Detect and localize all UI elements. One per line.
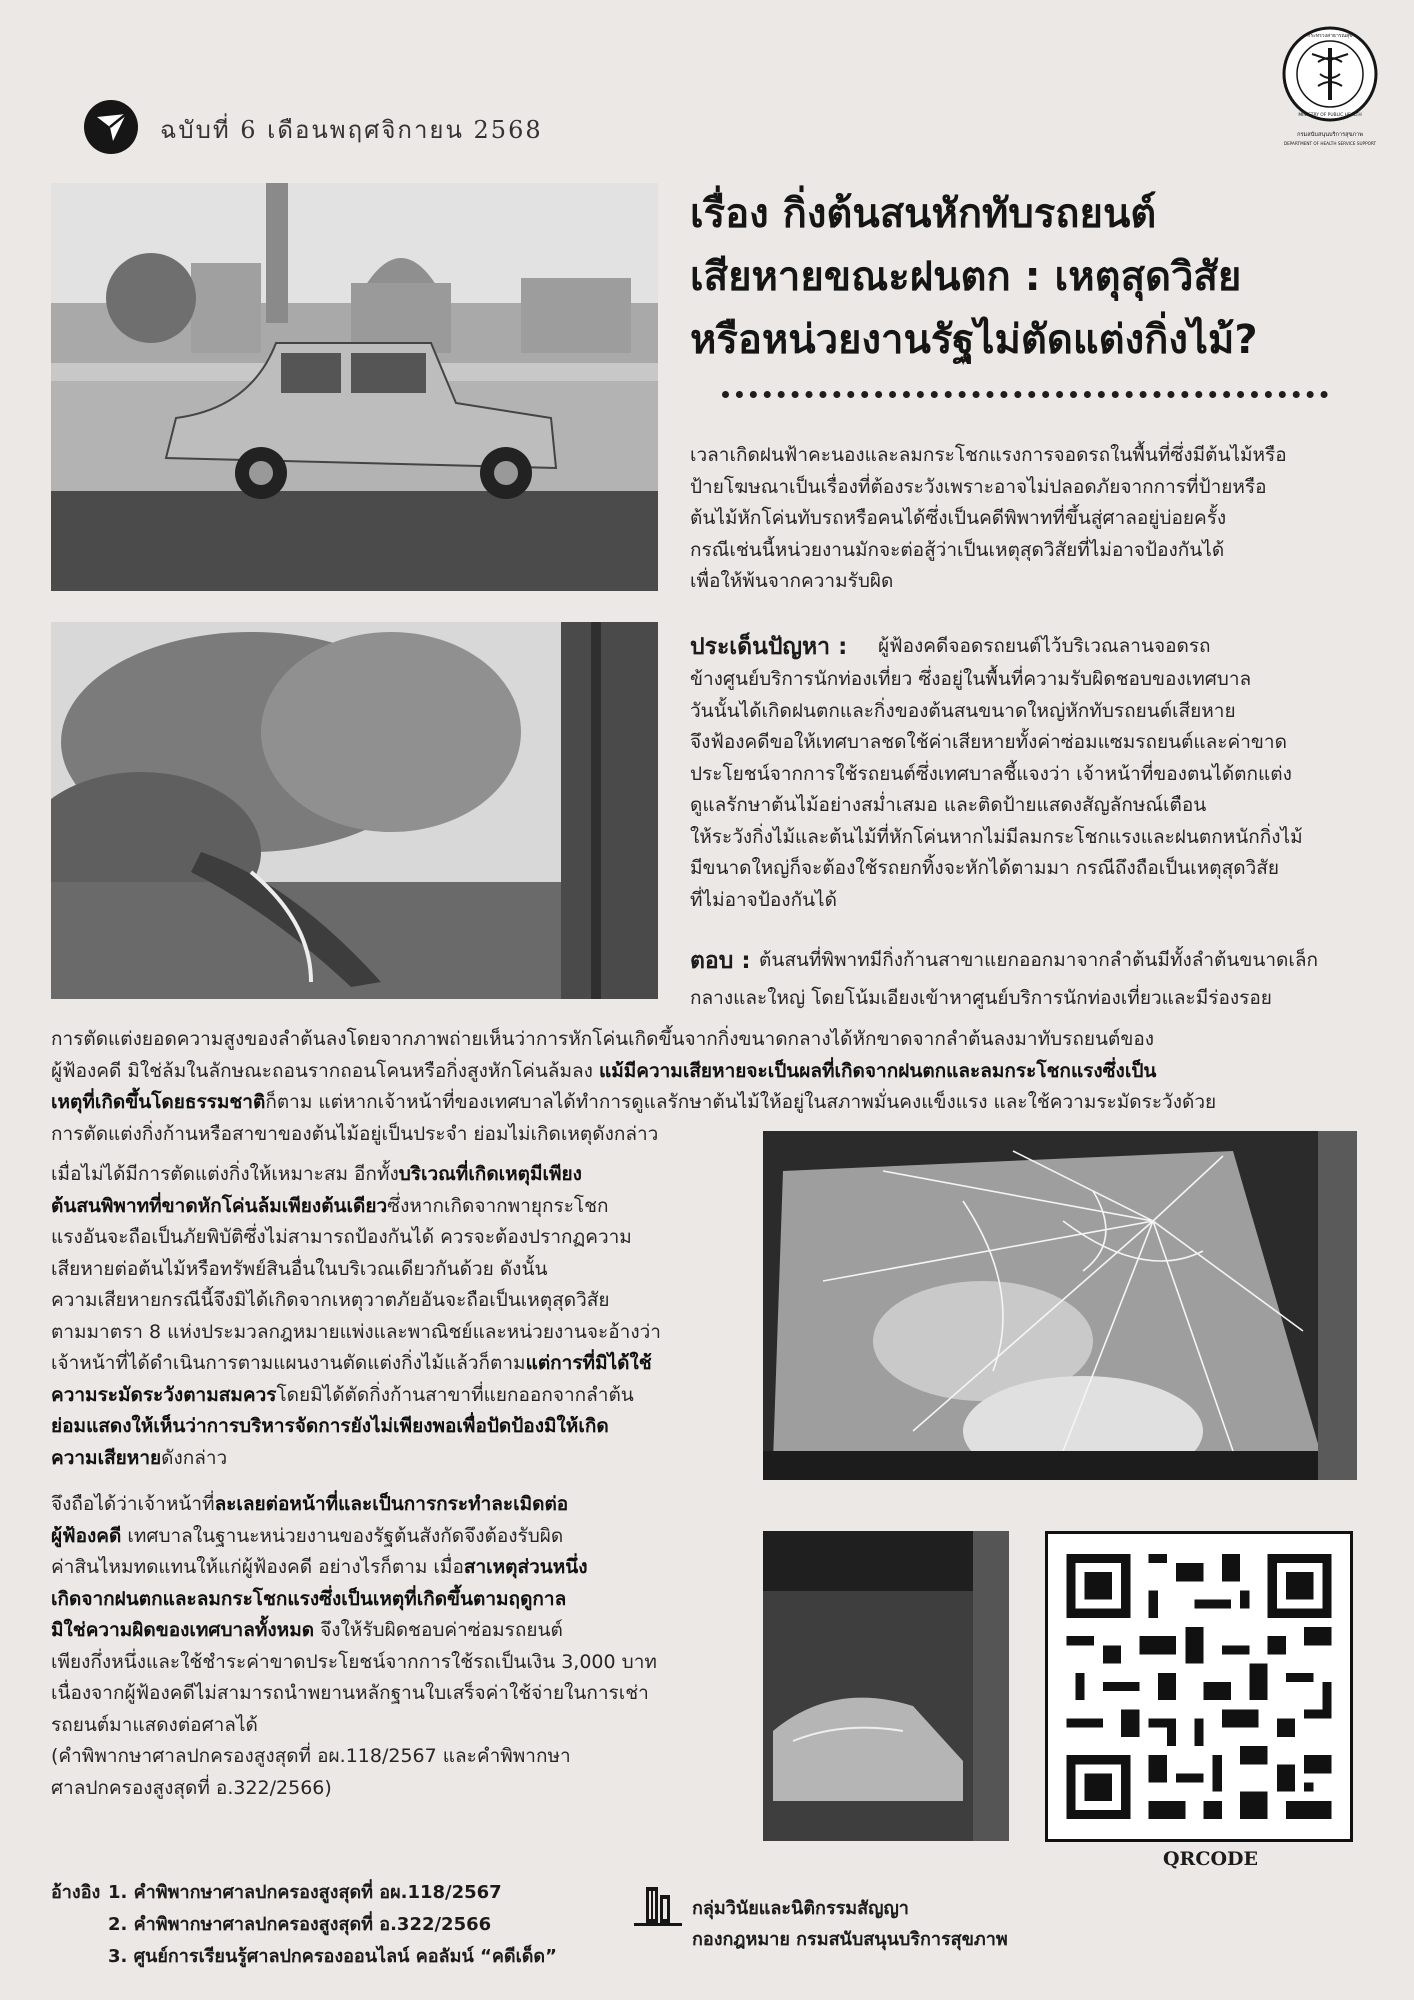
logo-ring-bottom: MINISTRY OF PUBLIC HEALTH bbox=[1298, 113, 1362, 118]
title-line-3: หรือหน่วยงานรัฐไม่ตัดแต่งกิ่งไม้? bbox=[690, 317, 1258, 363]
title-line-1: เรื่อง กิ่งต้นสนหักทับรถยนต์ bbox=[690, 191, 1157, 237]
answer-column-paragraph-2 bbox=[51, 1489, 751, 1804]
building-icon bbox=[632, 1883, 684, 1929]
reference-item: 1. คำพิพากษาศาลปกครองสูงสุดที่ อผ.118/2567 bbox=[108, 1882, 502, 1903]
photo-covered-car bbox=[763, 1531, 1009, 1841]
answer-emphasis: สาเหตุส่วนหนึ่ง เกิดจากฝนตกและลมกระโชกแรงซึ่งเป็นเหตุที่เกิดขึ้นตามฤดูกาล มิใช่ความผิดของเทศบาลทั้งหมด bbox=[51, 1556, 588, 1641]
title-line-2: เสียหายขณะฝนตก : เหตุสุดวิสัย bbox=[690, 254, 1242, 300]
reference-item: 3. ศูนย์การเรียนรู้ศาลปกครองออนไลน์ คอลัมน์ “คดีเด็ด” bbox=[108, 1946, 557, 1967]
photo-fallen-tree bbox=[51, 622, 658, 999]
answer-text: จึงถือได้ว่าเจ้าหน้าที่ bbox=[51, 1493, 215, 1515]
answer-text: เทศบาลในฐานะหน่วยงานของรัฐต้นสังกัดจึงต้องรับผิด ค่าสินไหมทดแทนให้แก่ผู้ฟ้องคดี อย่างไรก็ตาม เมื่อ bbox=[51, 1524, 564, 1578]
title-divider bbox=[722, 391, 1328, 398]
logo-ring-top: กระทรวงสาธารณสุข bbox=[1307, 33, 1353, 39]
answer-text: จึงให้รับผิดชอบค่าซ่อมรถยนต์ เพียงกึ่งหนึ่งและใช้ชำระค่าขาดประโยชน์จากการใช้รถเป็นเงิน 3,000 บาท เนื่องจากผู้ฟ้องคดีไม่สามารถนำพยานหลักฐานใบเสร็จค่าใช้จ่ายในการเช่า รถยนต์มาแสดงต่อศาลได้ (คำพิพากษาศาลปกครองสูงสุดที่ อผ.118/2567 และคำพิพากษา ศาลปกครองสูงสุดที่ อ.322/2566) bbox=[51, 1619, 657, 1799]
department-name: กลุ่มวินัยและนิติกรรมสัญญา bbox=[692, 1898, 909, 1919]
issue-paragraph: ข้างศูนย์บริการนักท่องเที่ยว ซึ่งอยู่ในพื้นที่ความรับผิดชอบของเทศบาล วันนั้นได้เกิดฝนตกและกิ่งของต้นสนขนาดใหญ่หักทับรถยนต์เสียหาย จึงฟ้องคดีขอให้เทศบาลชดใช้ค่าเสียหายทั้งค่าซ่อมแซมรถยนต์และค่าขาด ประโยชน์จากการใช้รถยนต์ซึ่งเทศบาลชี้แจงว่า เจ้าหน้าที่ของตนได้ตกแต่ง ดูแลรักษาต้นไม้อย่างสม่ำเสมอ และติดป้ายแสดงสัญลักษณ์เตือน ให้ระวังกิ่งไม้และต้นไม้ที่หักโค่นหากไม่มีลมกระโชกแรงและฝนตกหนักกิ่งไม้ มีขนาดใหญ่ก็จะต้องใช้รถยกทิ้งจะหักได้ตามมา กรณีถึงถือเป็นเหตุสุดวิสัย ที่ไม่อาจป้องกันได้ bbox=[690, 668, 1303, 911]
answer-first-line: ต้นสนที่พิพาทมีกิ่งก้านสาขาแยกออกมาจากลำต้นมีทั้งลำต้นขนาดเล็ก bbox=[759, 949, 1319, 971]
intro-paragraph: เวลาเกิดฝนฟ้าคะนองและลมกระโชกแรงการจอดรถในพื้นที่ซึ่งมีต้นไม้หรือ ป้ายโฆษณาเป็นเรื่องที่ต้องระวังเพราะอาจไม่ปลอดภัยจากการที่ป้ายหรือ ต้นไม้หักโค่นทับรถหรือคนได้ซึ่งเป็นคดีพิพาทที่ขึ้นสู่ศาลอยู่บ่อยครั้ง กรณีเช่นนี้หน่วยงานมักจะต่อสู้ว่าเป็นเหตุสุดวิสัยที่ไม่อาจป้องกันได้ เพื่อให้พ้นจากความรับผิด bbox=[690, 444, 1287, 592]
reference-item: 2. คำพิพากษาศาลปกครองสูงสุดที่ อ.322/2566 bbox=[108, 1914, 492, 1935]
issue-date: ฉบับที่ 6 เดือนพฤศจิกายน 2568 bbox=[160, 116, 543, 144]
answer-text: เมื่อไม่ได้มีการตัดแต่งกิ่งให้เหมาะสม อีกทั้ง bbox=[51, 1163, 399, 1185]
photo-parked-car bbox=[51, 183, 658, 591]
send-icon bbox=[84, 100, 138, 154]
ministry-logo bbox=[1268, 24, 1392, 156]
answer-text: การตัดแต่งยอดความสูงของลำต้นลงโดยจากภาพถ่ายเห็นว่าการหักโค่นเกิดขึ้นจากกิ่งขนาดกลางได้หักขาดจากลำต้นลงมาทับรถยนต์ของ ผู้ฟ้องคดี มิใช่ล้มในลักษณะถอนรากถอนโคนหรือกิ่งสูงหักโค่นล้มลง bbox=[51, 1028, 1155, 1082]
qr-code[interactable] bbox=[1045, 1531, 1353, 1842]
answer-text: ดังกล่าว bbox=[161, 1446, 228, 1469]
issue-heading: ประเด็นปัญหา : bbox=[690, 634, 848, 660]
photo-cracked-windshield bbox=[763, 1131, 1357, 1480]
division-name: กองกฎหมาย กรมสนับสนุนบริการสุขภาพ bbox=[692, 1929, 1008, 1950]
answer-text: โดยมิได้ตัดกิ่งก้านสาขาที่แยกออกจากลำต้น bbox=[276, 1383, 634, 1406]
qr-label: QRCODE bbox=[1163, 1848, 1258, 1870]
answer-emphasis: บริเวณที่เกิดเหตุมีเพียง ต้นสนพิพาทที่ขาดหักโค่นล้มเพียงต้นเดียว bbox=[51, 1163, 582, 1217]
answer-second-line: กลางและใหญ่ โดยโน้มเอียงเข้าหาศูนย์บริการนักท่องเที่ยวและมีร่องรอย bbox=[690, 987, 1272, 1009]
answer-text: ซึ่งหากเกิดจากพายุกระโชก แรงอันจะถือเป็นภัยพิบัติซึ่งไม่สามารถป้องกันได้ ควรจะต้องปรากฏความ เสียหายต่อต้นไม้หรือทรัพย์สินอื่นในบริเวณเดียวกันด้วย ดังนั้น ความเสียหายกรณีนี้จึงมิได้เกิดจากเหตุวาตภัยอันจะถือเป็นเหตุสุดวิสัย ตามมาตรา 8 แห่งประมวลกฎหมายแพ่งและพาณิชย์และหน่วยงานจะอ้างว่า เจ้าหน้าที่ได้ดำเนินการตามแผนงานตัดแต่งกิ่งไม้แล้วก็ตาม bbox=[51, 1194, 661, 1374]
answer-emphasis: แต่การที่มิได้ใช้ ความระมัดระวังตามสมควร bbox=[51, 1352, 652, 1406]
logo-dept-en: DEPARTMENT OF HEALTH SERVICE SUPPORT bbox=[1283, 141, 1377, 146]
logo-dept-th: กรมสนับสนุนบริการสุขภาพ bbox=[1297, 132, 1363, 138]
references-heading: อ้างอิง bbox=[51, 1882, 101, 1903]
answer-emphasis: ย่อมแสดงให้เห็นว่าการบริหารจัดการยังไม่เพียงพอเพื่อปัดป้องมิให้เกิด ความเสียหาย bbox=[51, 1415, 609, 1469]
issue-first-line: ผู้ฟ้องคดีจอดรถยนต์ไว้บริเวณลานจอดรถ bbox=[878, 635, 1211, 657]
answer-heading: ตอบ : bbox=[690, 948, 751, 974]
answer-emphasis: ละเลยต่อหน้าที่และเป็นการกระทำละเมิดต่อ ผู้ฟ้องคดี bbox=[51, 1493, 569, 1547]
answer-emphasis: แม้มีความเสียหายจะเป็นผลที่เกิดจากฝนตกและลมกระโชกแรงซึ่งเป็น เหตุที่เกิดขึ้นโดยธรรมชาติ bbox=[51, 1059, 1157, 1113]
article-title bbox=[690, 183, 1390, 372]
answer-column-paragraph-1 bbox=[51, 1159, 741, 1474]
answer-text: ก็ตาม แต่หากเจ้าหน้าที่ของเทศบาลได้ทำการดูแลรักษาต้นไม้ให้อยู่ในสภาพมั่นคงแข็งแรง และใช้ความระมัดระวังด้วย การตัดแต่งกิ่งก้านหรือสาขาของต้นไม้อยู่เป็นประจำ ย่อมไม่เกิดเหตุดังกล่าว bbox=[51, 1091, 1217, 1145]
